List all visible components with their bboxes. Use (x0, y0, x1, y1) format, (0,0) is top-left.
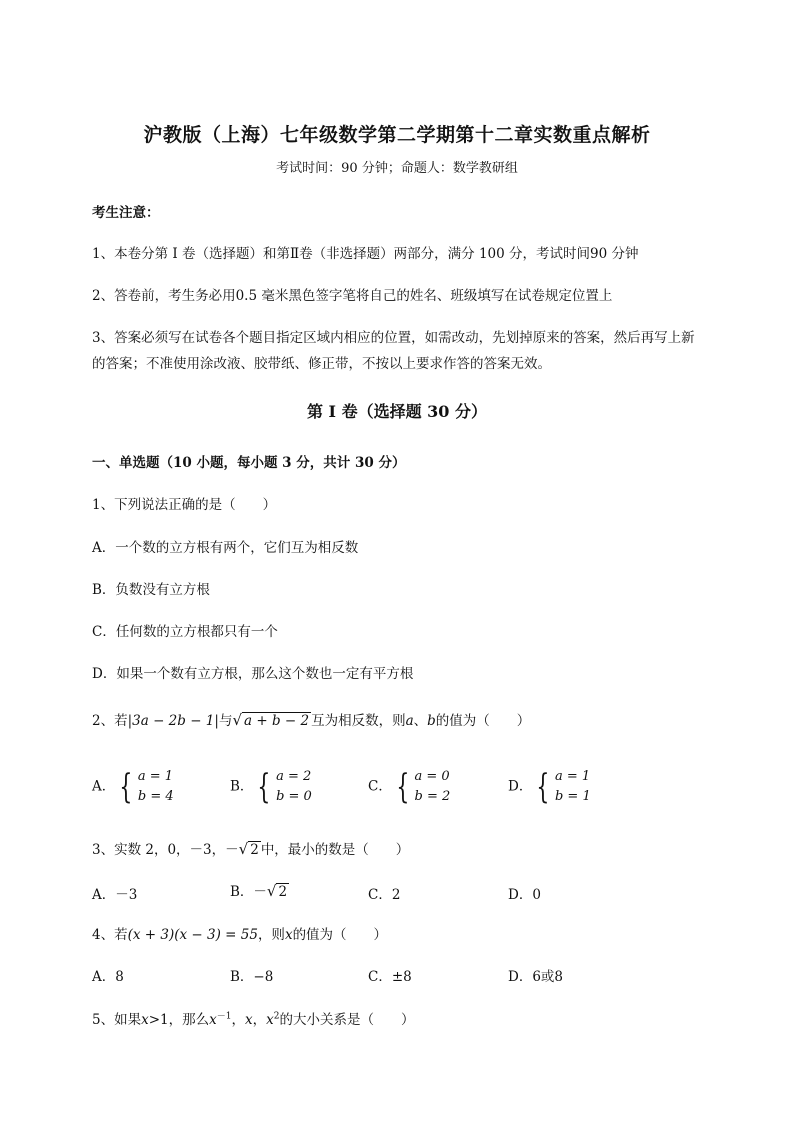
question-4-stem (92, 923, 387, 943)
question-2-option-d (508, 767, 591, 807)
option-b-prefix: B．－ (230, 884, 267, 900)
question-4-option-b: B．−8 (230, 969, 274, 985)
equation-line-2: b = 4 (137, 789, 174, 804)
question-1-option-b: B．负数没有立方根 (92, 582, 210, 598)
q5-cond-rest: >1，那么 (148, 1012, 210, 1028)
q4-equation: (x + 3)(x − 3) = 55 (127, 927, 258, 943)
q2-radicand: a + b − 2 (244, 713, 310, 729)
q2-var-b: b (427, 713, 436, 729)
question-2-option-b (230, 767, 312, 807)
option-label: A． (92, 778, 116, 795)
q2-sqrt-expression (232, 711, 311, 729)
left-brace-icon: { (257, 767, 271, 807)
equation-line-2: b = 2 (414, 789, 451, 804)
question-3-stem (92, 838, 409, 858)
equation-line-1: a = 1 (554, 769, 591, 784)
q5-term-2: x (244, 1012, 253, 1028)
page-title: 沪教版（上海）七年级数学第二学期第十二章实数重点解析 (143, 124, 651, 146)
q3-prefix: 3、实数 2，0，－3，－ (92, 842, 239, 858)
notice-item-3-cont: 的答案；不准使用涂改液、胶带纸、修正带，不按以上要求作答的答案无效。 (92, 356, 551, 372)
question-1-option-c: C．任何数的立方根都只有一个 (92, 624, 278, 640)
q5-term-1: x (209, 1012, 217, 1028)
q2-suffix-1: 互为相反数，则 (311, 713, 406, 729)
q2-prefix: 2、若 (92, 713, 128, 729)
left-brace-icon: { (119, 767, 133, 807)
equation-line-2: b = 0 (276, 789, 312, 804)
equation-line-2: b = 1 (554, 789, 591, 804)
equation-line-1: a = 1 (137, 769, 174, 784)
q4-var: x (284, 927, 293, 943)
question-4-option-a: A．8 (92, 969, 124, 985)
q5-term-3-exponent: 2 (273, 1011, 280, 1022)
radical-sign-icon: √ (232, 711, 242, 729)
option-label: B． (230, 778, 254, 795)
q5-term-3: x (266, 1012, 274, 1028)
q5-sep-2: ， (252, 1012, 267, 1028)
q3-option-b-sqrt (267, 882, 289, 900)
question-3-option-b (230, 880, 289, 900)
q3-radicand: 2 (250, 842, 259, 858)
q2-sep: 、 (413, 713, 428, 729)
question-4-option-d: D．6或8 (508, 969, 564, 985)
question-3-option-a: A．－3 (92, 887, 138, 903)
exam-info: 考试时间：90 分钟；命题人：数学教研组 (276, 161, 518, 176)
q2-suffix-2: 的值为（ ） (435, 713, 531, 729)
question-2-option-c (368, 767, 450, 807)
part-heading: 一、单选题（10 小题，每小题 3 分，共计 30 分） (92, 455, 406, 471)
left-brace-icon: { (536, 767, 550, 807)
question-1-option-d: D．如果一个数有立方根，那么这个数也一定有平方根 (92, 666, 414, 682)
question-3-option-c: C．2 (368, 887, 401, 903)
question-5-stem (92, 1008, 414, 1028)
q4-prefix: 4、若 (92, 927, 128, 943)
left-brace-icon: { (396, 767, 410, 807)
notice-item-1: 1、本卷分第 I 卷（选择题）和第Ⅱ卷（非选择题）两部分，满分 100 分，考试时间90 分钟 (92, 246, 639, 262)
notice-item-3: 3、答案必须写在试卷各个题目指定区域内相应的位置，如需改动，先划掉原来的答案，然后再写上新 (92, 330, 695, 346)
q4-suffix: 的值为（ ） (292, 927, 388, 943)
question-3-option-d: D．0 (508, 887, 541, 903)
option-label: C． (368, 778, 392, 795)
q5-sep-1: ， (231, 1012, 245, 1028)
notice-heading: 考生注意： (92, 205, 160, 221)
radical-sign-icon: √ (238, 840, 249, 858)
q4-mid: ，则 (257, 927, 285, 943)
q3-suffix: 中，最小的数是（ ） (260, 842, 410, 858)
option-label: D． (508, 778, 533, 795)
radical-sign-icon: √ (266, 882, 277, 900)
q5-cond-var: x (141, 1012, 149, 1028)
section-title: 第 I 卷（选择题 30 分） (306, 402, 488, 421)
question-1-stem: 1、下列说法正确的是（ ） (92, 497, 277, 513)
q5-suffix: 的大小关系是（ ） (279, 1012, 415, 1028)
notice-item-2: 2、答卷前，考生务必用0.5 毫米黑色签字笔将自己的姓名、班级填写在试卷规定位置上 (92, 288, 613, 304)
question-2-stem (92, 709, 530, 729)
question-2-option-a (92, 767, 174, 807)
question-1-option-a: A．一个数的立方根有两个，它们互为相反数 (92, 540, 359, 556)
q5-term-1-exponent: －1 (216, 1011, 232, 1022)
equation-line-1: a = 0 (414, 769, 450, 784)
q2-abs-expression: |3a − 2b − 1| (127, 713, 219, 729)
question-4-option-c: C．±8 (368, 969, 412, 985)
equation-line-1: a = 2 (276, 769, 312, 784)
q2-var-a: a (405, 713, 414, 729)
option-b-radicand: 2 (278, 884, 288, 900)
q2-mid: 与 (218, 713, 233, 729)
q5-prefix: 5、如果 (92, 1012, 142, 1028)
q3-sqrt (239, 840, 261, 858)
